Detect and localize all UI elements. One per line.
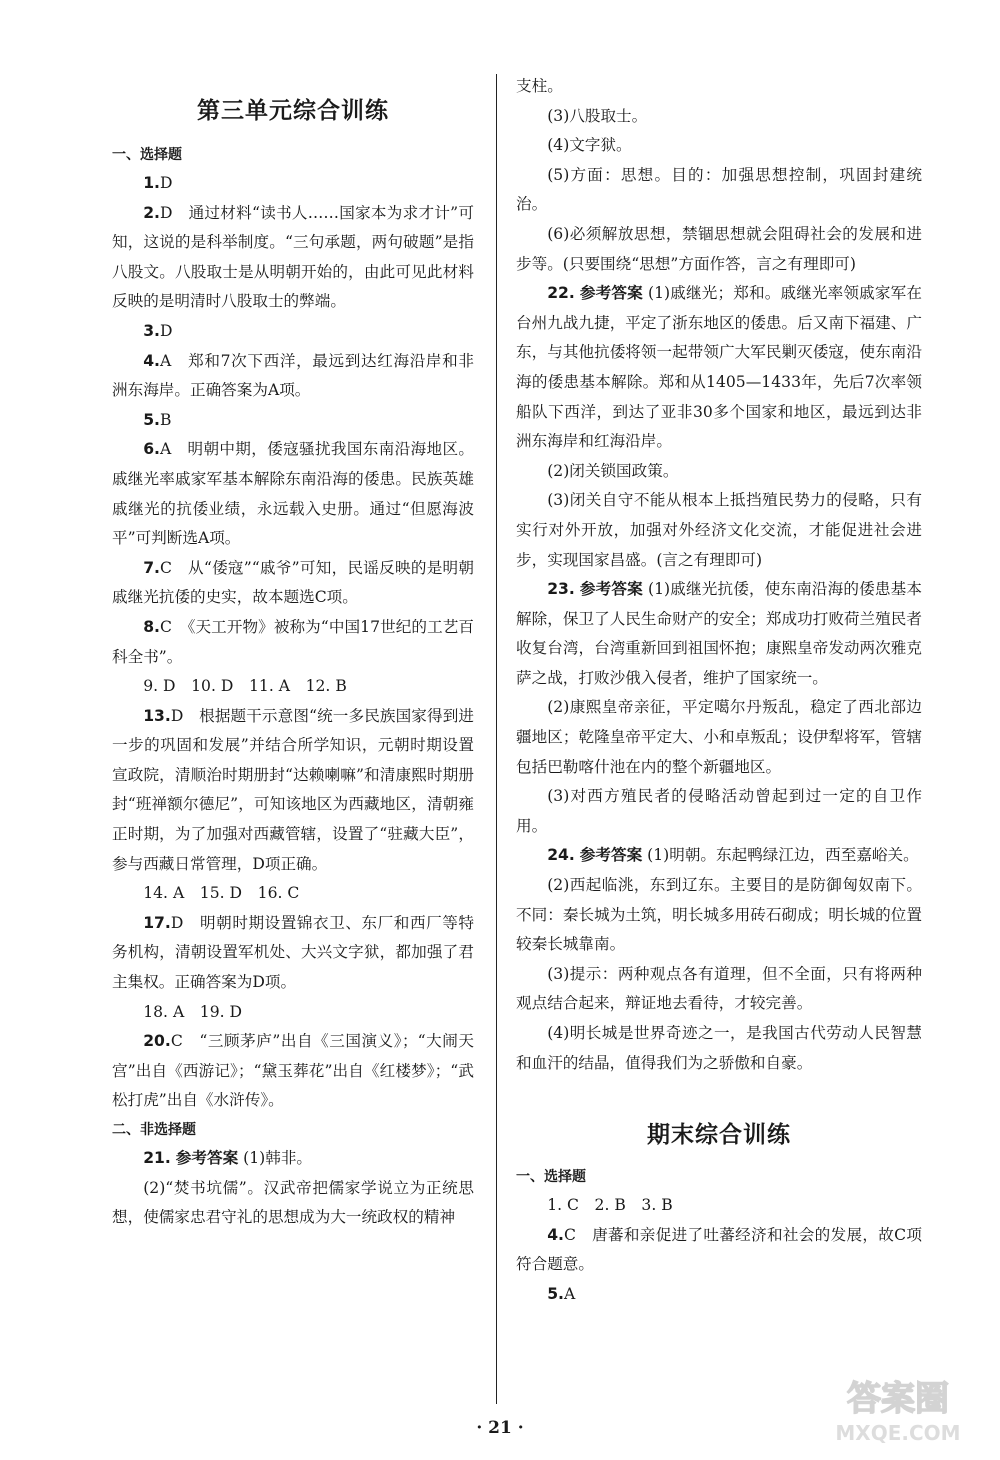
answer-item: 9. D 10. D 11. A 12. B <box>143 677 347 696</box>
answer-22-part1: 22. 参考答案 (1)戚继光；郑和。戚继光率领戚家军在台州九战九捷，平定了浙东地区的倭患。后又南下福建、广东，与其他抗倭将领一起带领广大军民剿灭倭寇，使东南沿海的倭患基本解除。郑和从1405—1433年，先后7次率领船队下西洋，到达了亚非30多个国家和地区，最远到达非洲东海岸和红海沿岸。 <box>516 284 922 451</box>
page-number: · 21 · <box>476 1418 524 1438</box>
left-answer-list <box>112 169 474 1116</box>
answer-item: 5.B <box>143 410 172 429</box>
answer-item: 7.C 从“倭寇”“戚爷”可知，民谣反映的是明朝戚继光抗倭的史实，故本题选C项。 <box>112 558 474 607</box>
left-column <box>112 70 474 1233</box>
section-heading-nonchoice: 二、非选择题 <box>112 1122 196 1138</box>
section-heading-choice-final: 一、选择题 <box>516 1169 586 1186</box>
answer-item: 14. A 15. D 16. C <box>143 884 300 903</box>
answer-item: 1.D <box>143 174 173 192</box>
answer-24-part: (4)明长城是世界奇迹之一，是我国古代劳动人民智慧和血汗的结晶，值得我们为之骄傲和自豪。 <box>516 1024 922 1072</box>
answer-22-part: (3)闭关自守不能从根本上抵挡殖民势力的侵略，只有实行对外开放，加强对外经济文化交流，才能促进社会进步，实现国家昌盛。(言之有理即可) <box>516 491 922 569</box>
answer-item: 20.C “三顾茅庐”出自《三国演义》；“大闹天宫”出自《西游记》；“黛玉葬花”出自《红楼梦》；“武松打虎”出自《水浒传》。 <box>112 1032 474 1110</box>
section-heading-choice: 一、选择题 <box>112 147 182 163</box>
answer-23-part: (3)对西方殖民者的侵略活动曾起到过一定的自卫作用。 <box>516 787 922 835</box>
answer-item: 13.D 根据题干示意图“统一多民族国家得到进一步的巩固和发展”并结合所学知识，元朝时期设置宣政院，清顺治时期册封“达赖喇嘛”和清康熙时期册封“班禅额尔德尼”，可知该地区为西藏地区，清朝雍正时期，为了加强对西藏管辖，设置了“驻藏大臣”，参与西藏日常管理，D项正确。 <box>112 706 474 873</box>
answer-24-part1: 24. 参考答案 (1)明朝。东起鸭绿江边，西至嘉峪关。 <box>547 846 919 865</box>
answer-item: 3.D <box>143 321 173 340</box>
answer-21-part: (3)八股取士。 <box>547 106 648 125</box>
answer-item: 5.A <box>547 1284 576 1303</box>
unit3-title: 第三单元综合训练 <box>197 98 389 124</box>
answer-item: 8.C 《天工开物》被称为“中国17世纪的工艺百科全书”。 <box>112 617 474 666</box>
watermark-logo <box>818 1370 978 1446</box>
answer-23-part: (2)康熙皇帝亲征，平定噶尔丹叛乱，稳定了西北部边疆地区；乾隆皇帝平定大、小和卓叛乱；设伊犁将军，管辖包括巴勒喀什池在内的整个新疆地区。 <box>516 698 922 776</box>
answer-21-part1: 21. 参考答案 (1)韩非。 <box>143 1149 313 1167</box>
answer-item: 2.D 通过材料“读书人……国家本为求才计”可知，这说的是科举制度。“三句承题，两句破题”是指八股文。八股取士是从明朝开始的，由此可见此材料反映的是明清时八股取士的弊端。 <box>112 203 474 311</box>
answer-21-part: (6)必须解放思想，禁锢思想就会阻碍社会的发展和进步等。(只要围绕“思想”方面作答，言之有理即可) <box>516 224 922 273</box>
answer-21-part: (4)文字狱。 <box>547 136 632 155</box>
answer-24-part: (2)西起临洮，东到辽东。主要目的是防御匈奴南下。不同：秦长城为土筑，明长城多用砖石砌成；明长城的位置较秦长城靠南。 <box>516 876 922 954</box>
answer-21-part: (5)方面：思想。目的：加强思想控制，巩固封建统治。 <box>516 165 922 214</box>
watermark-text-cn: 答案圈 <box>847 1379 949 1419</box>
answer-item: 1. C 2. B 3. B <box>547 1196 673 1215</box>
continuation-text: 支柱。 <box>516 77 563 95</box>
right-column <box>516 72 922 1310</box>
answer-24-part: (3)提示：两种观点各有道理，但不全面，只有将两种观点结合起来，辩证地去看待，才较完善。 <box>516 964 922 1013</box>
answer-item: 6.A 明朝中期，倭寇骚扰我国东南沿海地区。戚继光率戚家军基本解除东南沿海的倭患。民族英雄戚继光的抗倭业绩，永远载入史册。通过“但愿海波平”可判断选A项。 <box>112 440 474 548</box>
column-divider <box>496 74 497 1404</box>
answer-23-part1: 23. 参考答案 (1)戚继光抗倭，使东南沿海的倭患基本解除，保卫了人民生命财产的安全；郑成功打败荷兰殖民者收复台湾，台湾重新回到祖国怀抱；康熙皇帝发动两次雅克萨之战，打败沙俄入侵者，维护了国家统一。 <box>516 580 922 687</box>
answer-item: 18. A 19. D <box>143 1002 243 1021</box>
answer-item: 17.D 明朝时期设置锦衣卫、东厂和西厂等特务机构，清朝设置军机处、大兴文字狱，都加强了君主集权。正确答案为D项。 <box>112 913 474 992</box>
watermark-text-url: MXQE.COM <box>835 1421 961 1445</box>
final-review-title: 期末综合训练 <box>647 1122 791 1149</box>
answer-item: 4.A 郑和7次下西洋，最远到达红海沿岸和非洲东海岸。正确答案为A项。 <box>112 351 474 400</box>
answer-22-part: (2)闭关锁国政策。 <box>547 461 679 480</box>
answer-item: 4.C 唐蕃和亲促进了吐蕃经济和社会的发展，故C项符合题意。 <box>516 1225 922 1274</box>
answer-21-part2: (2)“焚书坑儒”。汉武帝把儒家学说立为正统思想，使儒家忠君守礼的思想成为大一统政权的精神 <box>112 1178 474 1227</box>
